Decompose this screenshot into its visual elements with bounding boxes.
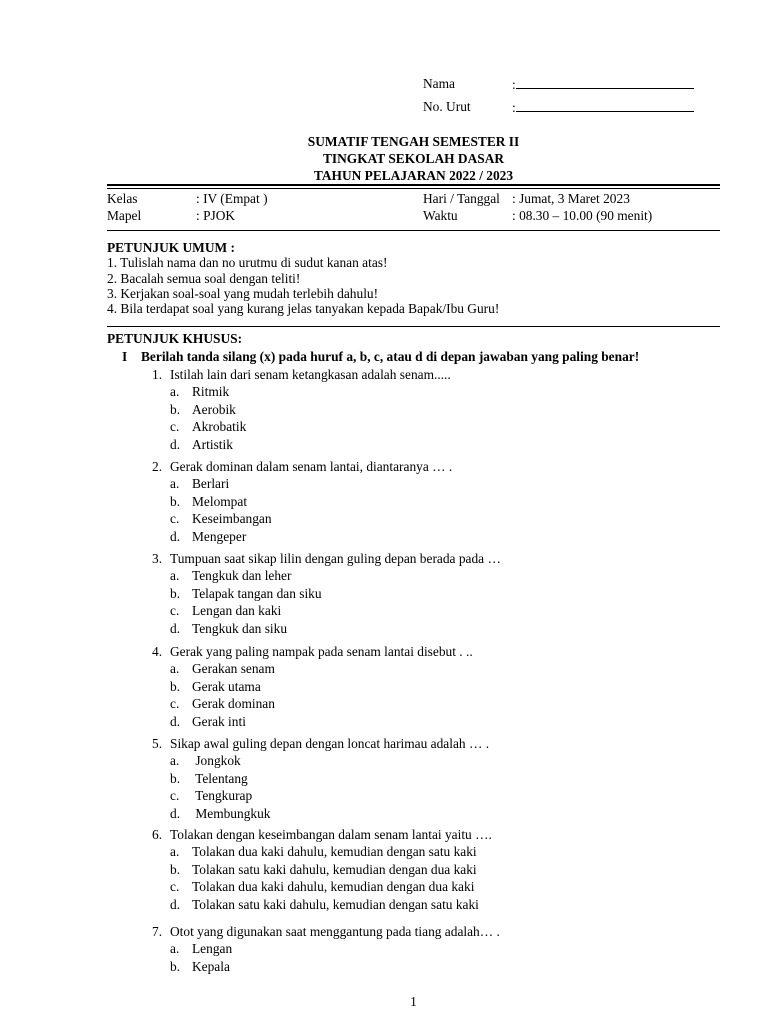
answer-option[interactable] — [170, 788, 252, 804]
answer-option[interactable] — [170, 806, 270, 822]
option-letter: a. — [170, 384, 180, 399]
option-text: Gerakan senam — [192, 661, 275, 676]
number-blank-line — [516, 99, 694, 112]
option-letter: a. — [170, 941, 180, 956]
answer-option[interactable] — [170, 771, 248, 787]
number-separator: : — [512, 100, 516, 115]
hari-value: : Jumat, 3 Maret 2023 — [512, 191, 630, 206]
answer-option[interactable] — [170, 494, 247, 510]
question-number: 4. — [152, 644, 163, 659]
general-instruction-item: 1. Tulislah nama dan no urutmu di sudut kanan atas! — [107, 255, 388, 270]
question-number: 2. — [152, 459, 163, 474]
option-letter: b. — [170, 958, 181, 974]
option-text: Lengan — [192, 941, 233, 956]
answer-option[interactable] — [170, 419, 246, 435]
option-letter: d. — [170, 805, 181, 821]
question-text: Tumpuan saat sikap lilin dengan guling depan berada pada … — [170, 551, 501, 566]
option-letter: b. — [170, 401, 181, 417]
waktu-label: Waktu — [423, 208, 458, 223]
option-text: Tengkuk dan siku — [192, 620, 288, 636]
option-letter: c. — [170, 696, 180, 711]
answer-option[interactable] — [170, 568, 291, 584]
question-1 — [152, 367, 451, 383]
kelas-label: Kelas — [107, 191, 138, 206]
option-letter: d. — [170, 528, 181, 544]
name-separator: : — [512, 77, 516, 92]
question-4 — [152, 644, 473, 660]
number-label: No. Urut — [423, 99, 471, 114]
question-5 — [152, 736, 489, 752]
option-text: Keseimbangan — [192, 511, 272, 526]
option-text: Aerobik — [192, 401, 236, 417]
option-text: Akrobatik — [192, 419, 247, 434]
section-instruction: Berilah tanda silang (x) pada huruf a, b, c, atau d di depan jawaban yang paling benar! — [141, 349, 640, 364]
general-instruction-item: 2. Bacalah semua soal dengan teliti! — [107, 271, 301, 286]
instructions-divider — [107, 326, 720, 327]
answer-option[interactable] — [170, 529, 246, 545]
question-text: Tolakan dengan keseimbangan dalam senam lantai yaitu …. — [170, 827, 492, 842]
option-text: Melompat — [192, 493, 248, 509]
option-text: Artistik — [192, 436, 233, 452]
general-instructions-title: PETUNJUK UMUM : — [107, 240, 235, 255]
option-text: Lengan dan kaki — [192, 603, 282, 618]
option-text: Kepala — [192, 958, 230, 974]
kelas-value: : IV (Empat ) — [196, 191, 268, 206]
answer-option[interactable] — [170, 959, 230, 975]
option-letter: d. — [170, 713, 181, 729]
question-text: Istilah lain dari senam ketangkasan adalah senam..... — [170, 367, 451, 382]
answer-option[interactable] — [170, 586, 322, 602]
option-letter: d. — [170, 436, 181, 452]
question-number: 1. — [152, 367, 163, 382]
question-6 — [152, 827, 492, 843]
option-letter: c. — [170, 511, 180, 526]
option-letter: a. — [170, 753, 180, 768]
option-letter: b. — [170, 770, 181, 786]
special-instructions-title: PETUNJUK KHUSUS: — [107, 331, 243, 346]
answer-option[interactable] — [170, 402, 236, 418]
mapel-value: : PJOK — [196, 208, 236, 223]
answer-option[interactable] — [170, 476, 229, 492]
option-letter: c. — [170, 603, 180, 618]
option-text: Membungkuk — [192, 805, 271, 821]
answer-option[interactable] — [170, 621, 287, 637]
answer-option[interactable] — [170, 844, 477, 860]
answer-option[interactable] — [170, 661, 275, 677]
option-text: Tolakan dua kaki dahulu, kemudian dengan satu kaki — [192, 844, 477, 859]
header-divider-thick — [107, 184, 720, 186]
answer-option[interactable] — [170, 941, 232, 957]
page-number: 1 — [410, 994, 417, 1009]
question-2 — [152, 459, 452, 475]
answer-option[interactable] — [170, 437, 233, 453]
answer-option[interactable] — [170, 879, 474, 895]
option-letter: b. — [170, 861, 181, 877]
answer-option[interactable] — [170, 679, 261, 695]
question-text: Otot yang digunakan saat menggantung pada tiang adalah… . — [170, 924, 500, 939]
option-text: Gerak dominan — [192, 696, 275, 711]
option-letter: a. — [170, 661, 180, 676]
question-number: 5. — [152, 736, 163, 751]
waktu-value: : 08.30 – 10.00 (90 menit) — [512, 208, 653, 223]
option-letter: b. — [170, 585, 181, 601]
option-text: Ritmik — [192, 384, 230, 399]
option-letter: d. — [170, 896, 181, 912]
option-letter: c. — [170, 788, 180, 803]
option-text: Tolakan satu kaki dahulu, kemudian dengan satu kaki — [192, 896, 479, 912]
name-label: Nama — [423, 76, 455, 91]
section-number: I — [122, 349, 128, 364]
question-7 — [152, 924, 500, 940]
option-text: Tengkuk dan leher — [192, 568, 292, 583]
answer-option[interactable] — [170, 696, 275, 712]
mapel-label: Mapel — [107, 208, 142, 223]
option-letter: a. — [170, 844, 180, 859]
option-letter: b. — [170, 678, 181, 694]
number-field[interactable] — [512, 99, 694, 116]
question-text: Gerak yang paling nampak pada senam lantai disebut . .. — [170, 644, 473, 659]
header-divider-thin — [107, 188, 720, 189]
option-text: Tengkurap — [192, 788, 253, 803]
answer-option[interactable] — [170, 862, 477, 878]
name-field[interactable] — [512, 76, 694, 93]
option-text: Tolakan satu kaki dahulu, kemudian dengan dua kaki — [192, 861, 477, 877]
question-number: 6. — [152, 827, 163, 842]
info-divider — [107, 230, 720, 231]
option-text: Jongkok — [192, 753, 241, 768]
answer-option[interactable] — [170, 897, 479, 913]
answer-option[interactable] — [170, 753, 241, 769]
option-text: Mengeper — [192, 528, 247, 544]
option-text: Gerak utama — [192, 678, 261, 694]
option-text: Berlari — [192, 476, 230, 491]
option-text: Tolakan dua kaki dahulu, kemudian dengan dua kaki — [192, 879, 475, 894]
option-letter: d. — [170, 620, 181, 636]
question-number: 7. — [152, 924, 163, 939]
option-letter: c. — [170, 419, 180, 434]
answer-option[interactable] — [170, 384, 229, 400]
answer-option[interactable] — [170, 603, 281, 619]
question-text: Gerak dominan dalam senam lantai, diantaranya … . — [170, 459, 453, 474]
question-number: 3. — [152, 551, 163, 566]
answer-option[interactable] — [170, 511, 272, 527]
option-letter: c. — [170, 879, 180, 894]
general-instruction-item: 3. Kerjakan soal-soal yang mudah terlebih dahulu! — [107, 286, 379, 301]
question-text: Sikap awal guling depan dengan loncat harimau adalah … . — [170, 736, 490, 751]
answer-option[interactable] — [170, 714, 246, 730]
option-letter: b. — [170, 493, 181, 509]
general-instruction-item: 4. Bila terdapat soal yang kurang jelas tanyakan kepada Bapak/Ibu Guru! — [107, 301, 500, 316]
exam-title: SUMATIF TENGAH SEMESTER II — [307, 134, 520, 149]
hari-label: Hari / Tanggal — [423, 191, 500, 206]
question-3 — [152, 551, 501, 567]
option-letter: a. — [170, 476, 180, 491]
exam-academic-year: TAHUN PELAJARAN 2022 / 2023 — [313, 168, 514, 183]
option-text: Telapak tangan dan siku — [192, 585, 322, 601]
option-letter: a. — [170, 568, 180, 583]
name-blank-line — [516, 76, 694, 89]
option-text: Gerak inti — [192, 713, 246, 729]
exam-school-level: TINGKAT SEKOLAH DASAR — [322, 151, 505, 166]
option-text: Telentang — [192, 770, 248, 786]
